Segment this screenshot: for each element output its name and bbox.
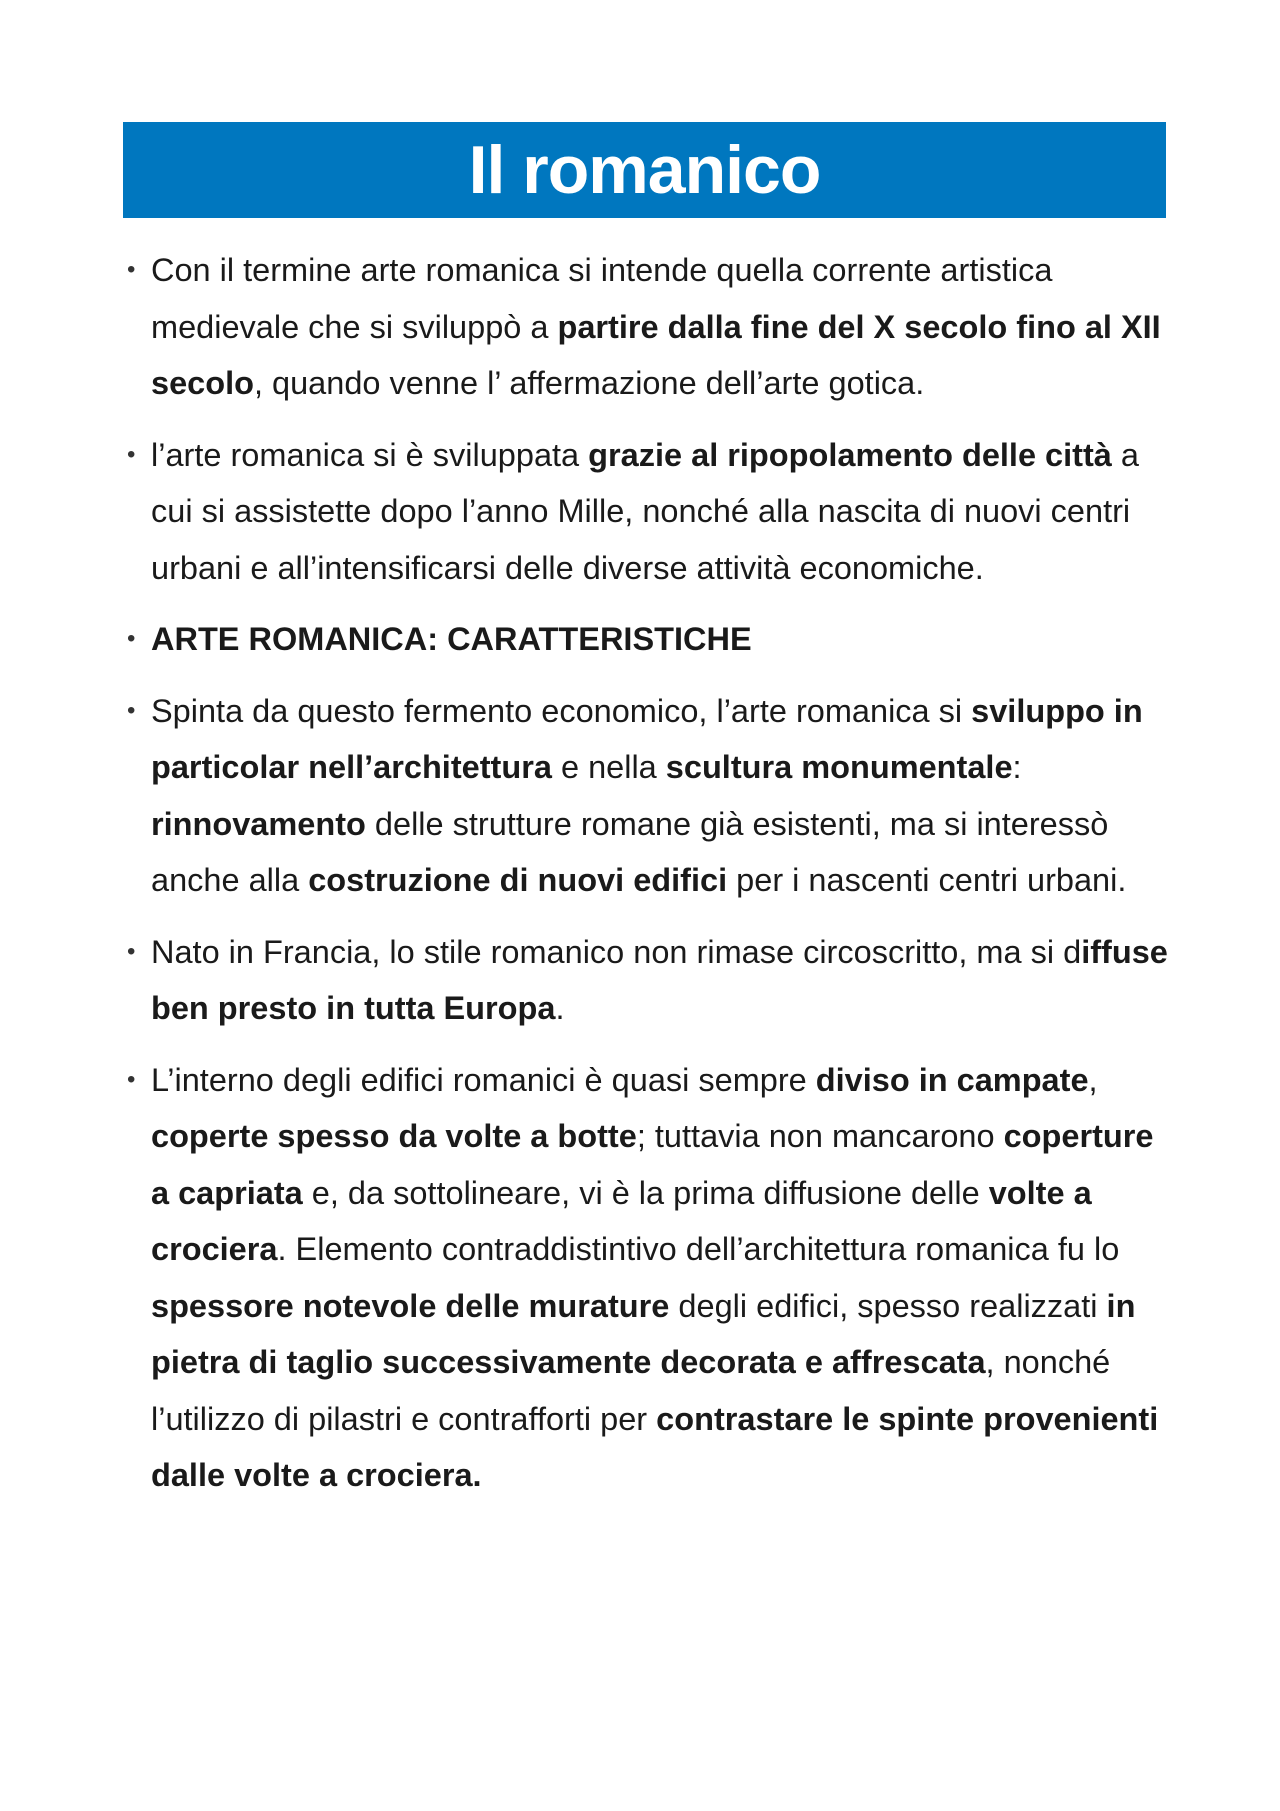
bullet-text — [151, 252, 1161, 401]
text-segment: . — [555, 990, 565, 1026]
bold-text-segment: coperture a capriata — [151, 1118, 1154, 1211]
bullet-dot-icon: • — [127, 1065, 136, 1093]
bold-text-segment: diviso in campate — [815, 1061, 1089, 1098]
bullet-item — [123, 924, 1173, 1037]
bold-text-segment: in pietra di taglio successivamente decorata e affrescata — [151, 1287, 1136, 1380]
text-segment: delle strutture romane già esistenti, ma si interessò anche alla — [151, 805, 1109, 898]
text-segment: ; tuttavia non mancarono — [636, 1118, 1004, 1154]
text-segment: Con il termine arte romanica si intende quella corrente artistica medievale che si sviluppò a — [151, 252, 1053, 345]
bullet-item — [123, 242, 1173, 412]
bullet-item — [123, 683, 1173, 909]
bold-text-segment: grazie al ripopolamento delle città — [588, 436, 1112, 473]
text-segment: Spinta da questo fermento economico, l’arte romanica si — [151, 692, 972, 729]
bullet-text — [151, 934, 1168, 1027]
document-body — [123, 242, 1173, 1519]
bold-text-segment: partire dalla fine del X secolo fino al XII secolo — [151, 308, 1161, 401]
bullet-dot-icon: • — [127, 625, 136, 652]
text-segment: e nella — [551, 749, 666, 785]
bullet-dot-icon: • — [127, 440, 136, 468]
bold-text-segment: volte a crociera — [151, 1174, 1092, 1267]
text-segment: : — [1012, 749, 1022, 785]
bullet-dot-icon: • — [127, 937, 136, 965]
bullet-dot-icon: • — [127, 256, 136, 283]
bold-text-segment: costruzione di nuovi edifici — [308, 862, 728, 898]
bullet-text — [151, 1062, 1158, 1494]
text-segment: , nonché l’utilizzo di pilastri e contrafforti per — [151, 1344, 1111, 1437]
bullet-item — [123, 1052, 1173, 1504]
text-segment: . Elemento contraddistintivo dell’architettura romanica fu lo — [277, 1231, 1120, 1267]
bullet-item — [123, 427, 1173, 597]
text-segment: L’interno degli edifici romanici è quasi sempre — [151, 1061, 816, 1098]
bold-text-segment: spessore notevole delle murature — [151, 1287, 670, 1324]
bullet-dot-icon: • — [127, 696, 136, 724]
text-segment: , — [1088, 1061, 1098, 1098]
bold-text-segment: iffuse ben presto in tutta Europa — [151, 933, 1168, 1026]
text-segment: a cui si assistette dopo l’anno Mille, nonché alla nascita di nuovi centri urbani e all’intensificarsi delle diverse attività economiche. — [151, 436, 1139, 586]
bullet-list — [123, 242, 1173, 1504]
bold-text-segment: sviluppo in particolar nell’architettura — [151, 692, 1143, 785]
text-segment: e, da sottolineare, vi è la prima diffusione delle — [302, 1174, 989, 1211]
bullet-item — [123, 611, 1173, 668]
text-segment: l’arte romanica si è sviluppata — [151, 436, 589, 473]
text-segment: , quando venne l’ affermazione dell’arte gotica. — [253, 365, 925, 401]
bold-text-segment: scultura monumentale — [665, 749, 1013, 785]
bold-text-segment: contrastare le spinte provenienti dalle volte a crociera. — [151, 1400, 1159, 1493]
bold-text-segment: ARTE ROMANICA: CARATTERISTICHE — [151, 621, 752, 657]
bold-text-segment: coperte spesso da volte a botte — [151, 1118, 637, 1154]
bold-text-segment: rinnovamento — [151, 805, 366, 842]
page-title: Il romanico — [468, 132, 821, 208]
text-segment: Nato in Francia, lo stile romanico non rimase circoscritto, ma si d — [151, 933, 1082, 970]
bullet-text — [151, 693, 1143, 899]
bullet-text — [151, 437, 1139, 586]
title-banner — [123, 122, 1166, 218]
bullet-text — [151, 621, 752, 657]
text-segment: degli edifici, spesso realizzati — [669, 1287, 1107, 1324]
text-segment: per i nascenti centri urbani. — [727, 862, 1127, 898]
